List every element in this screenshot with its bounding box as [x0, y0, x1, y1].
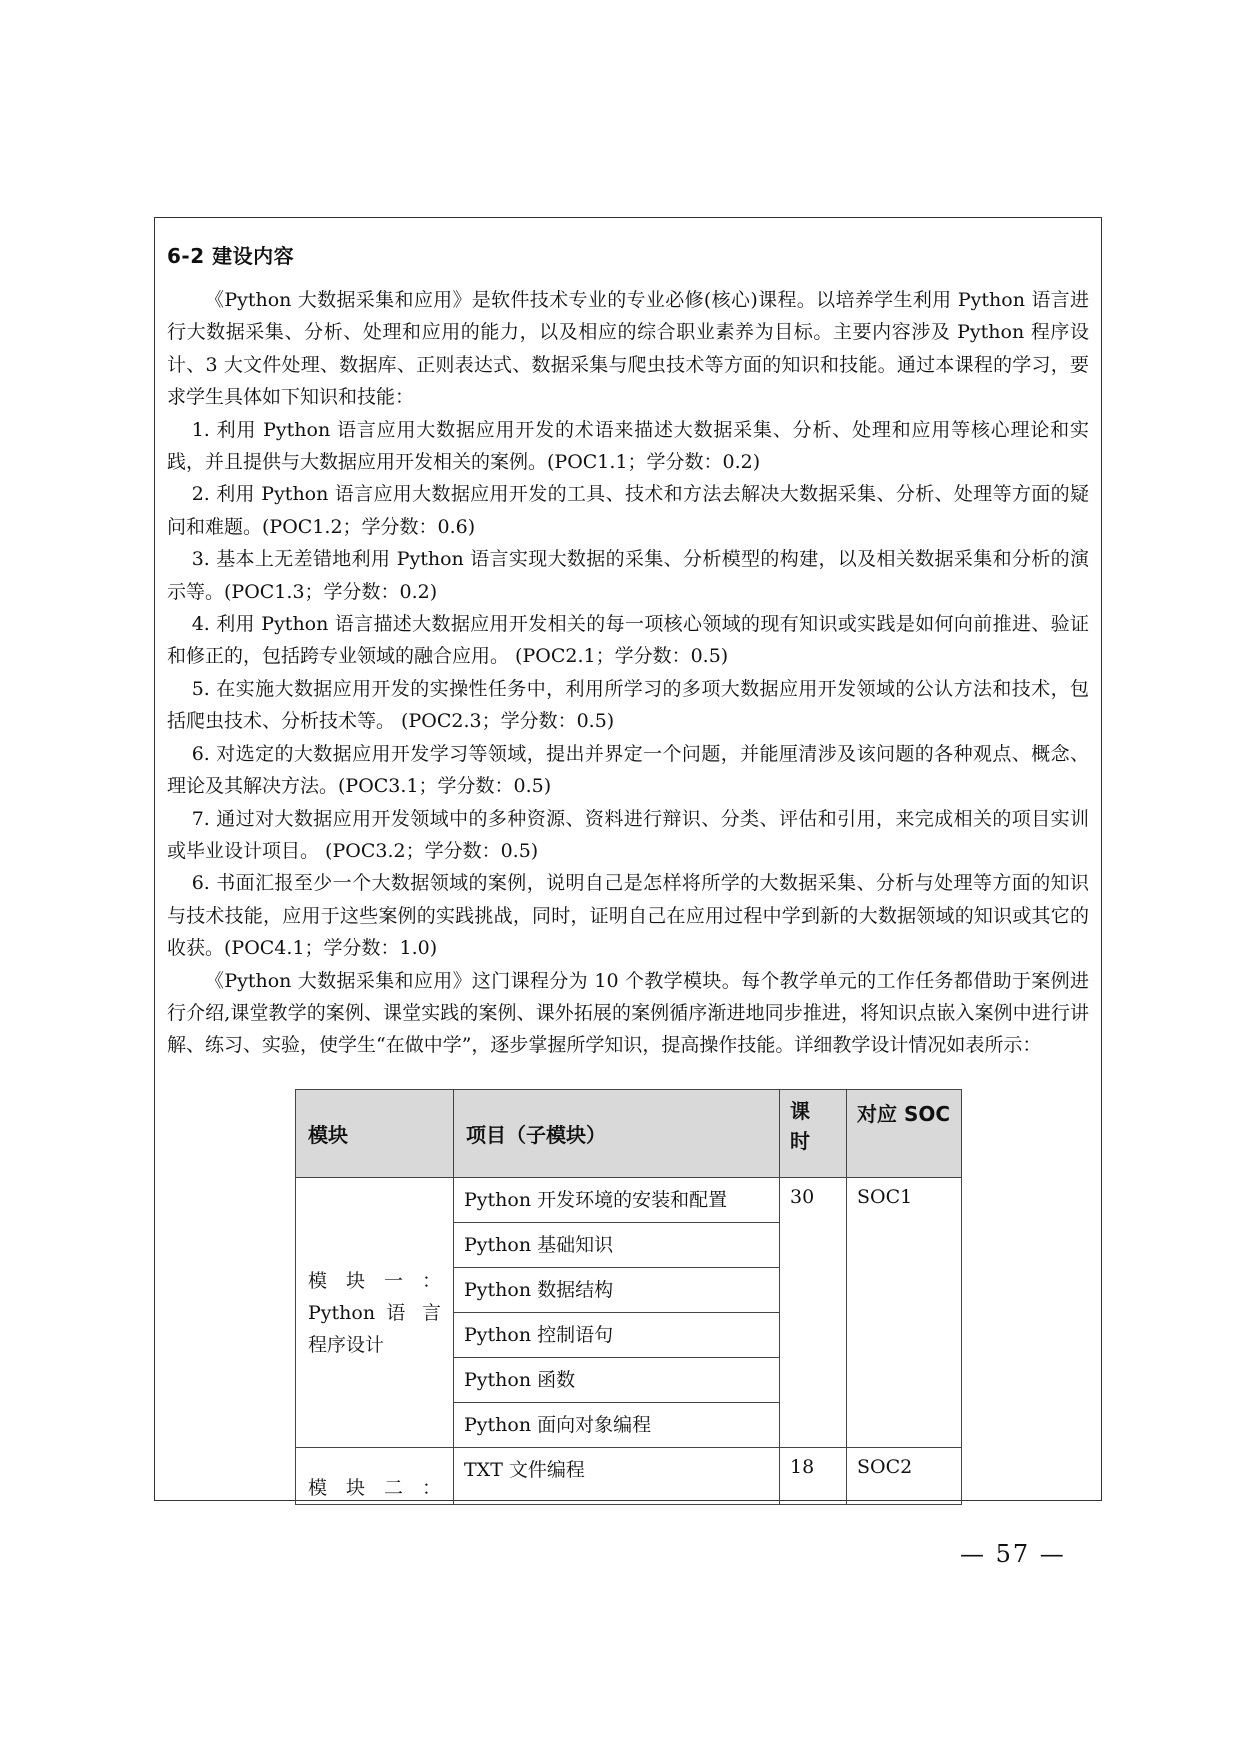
- module1-project: Python 基础知识: [454, 1223, 780, 1268]
- module1-name-line1: 模 块 一 ：: [308, 1269, 441, 1292]
- header-hours: [780, 1090, 847, 1178]
- module1-soc: SOC1: [847, 1178, 962, 1448]
- list-item: 6. 书面汇报至少一个大数据领域的案例，说明自己是怎样将所学的大数据采集、分析与处理等方面的知识与技术技能，应用于这些案例的实践挑战，同时，证明自己在应用过程中学到新的大数据领域的知识或其它的收获。(POC4.1；学分数：1.0): [167, 872, 1089, 960]
- content-frame: [154, 217, 1102, 1501]
- module1-project: Python 控制语句: [454, 1313, 780, 1358]
- table-row: [296, 1448, 962, 1505]
- table-row: [296, 1178, 962, 1223]
- body-text: [167, 284, 1089, 1062]
- table-header-row: [296, 1090, 962, 1178]
- list-item: 5. 在实施大数据应用开发的实操性任务中，利用所学习的多项大数据应用开发领域的公认方法和技术，包括爬虫技术、分析技术等。 (POC2.3；学分数：0.5): [167, 677, 1089, 733]
- header-module: 模块: [296, 1090, 454, 1178]
- list-item: 4. 利用 Python 语言描述大数据应用开发相关的每一项核心领域的现有知识或实践是如何向前推进、验证和修正的，包括跨专业领域的融合应用。 (POC2.1；学分数：0.5): [167, 613, 1089, 668]
- header-hours-line2: 时: [790, 1129, 810, 1153]
- list-item: 2. 利用 Python 语言应用大数据应用开发的工具、技术和方法去解决大数据采集、分析、处理等方面的疑问和难题。(POC1.2；学分数：0.6): [167, 483, 1089, 538]
- list-item: 1. 利用 Python 语言应用大数据应用开发的术语来描述大数据采集、分析、处理和应用等核心理论和实践，并且提供与大数据应用开发相关的案例。(POC1.1；学分数：0.2): [167, 418, 1089, 474]
- module1-project: Python 数据结构: [454, 1268, 780, 1313]
- module2-project: TXT 文件编程: [454, 1448, 780, 1505]
- header-hours-line1: 课: [790, 1099, 810, 1123]
- module1-name-line3: 程序设计: [308, 1333, 385, 1356]
- module2-soc: SOC2: [847, 1448, 962, 1505]
- module1-name-line2: Python 语 言: [308, 1301, 441, 1324]
- module1-project: Python 开发环境的安装和配置: [454, 1178, 780, 1223]
- module1-name: [296, 1178, 454, 1448]
- module1-hours: 30: [780, 1178, 847, 1448]
- header-soc: 对应 SOC: [847, 1090, 962, 1178]
- module1-project: Python 函数: [454, 1358, 780, 1403]
- module2-hours: 18: [780, 1448, 847, 1505]
- header-project: 项目（子模块）: [454, 1090, 780, 1178]
- outro-paragraph: 《Python 大数据采集和应用》这门课程分为 10 个教学模块。每个教学单元的工作任务都借助于案例进行介绍,课堂教学的案例、课堂实践的案例、课外拓展的案例循序渐进地同步推进，将知识点嵌入案例中进行讲解、练习、实验，使学生“在做中学”，逐步掌握所学知识，提高操作技能。详细教学设计情况如表所示：: [167, 969, 1089, 1057]
- list-item: 3. 基本上无差错地利用 Python 语言实现大数据的采集、分析模型的构建，以及相关数据采集和分析的演示等。(POC1.3；学分数：0.2): [167, 548, 1089, 603]
- list-item: 6. 对选定的大数据应用开发学习等领域，提出并界定一个问题，并能厘清涉及该问题的各种观点、概念、理论及其解决方法。(POC3.1；学分数：0.5): [167, 742, 1089, 798]
- intro-paragraph: 《Python 大数据采集和应用》是软件技术专业的专业必修(核心)课程。以培养学生利用 Python 语言进行大数据采集、分析、处理和应用的能力，以及相应的综合职业素养为目标。主要内容涉及 Python 程序设计、3 大文件处理、数据库、正则表达式、数据采集与爬虫技术等方面的知识和技能。通过本课程的学习，要求学生具体如下知识和技能：: [167, 289, 1089, 409]
- page-number: — 57 —: [960, 1540, 1066, 1568]
- list-item: 7. 通过对大数据应用开发领域中的多种资源、资料进行辩识、分类、评估和引用，来完成相关的项目实训或毕业设计项目。 (POC3.2；学分数：0.5): [167, 807, 1089, 862]
- module1-project: Python 面向对象编程: [454, 1403, 780, 1448]
- section-heading: 6-2 建设内容: [167, 244, 295, 268]
- module2-name: 模 块 二 ：: [296, 1448, 454, 1505]
- modules-table: [295, 1089, 962, 1505]
